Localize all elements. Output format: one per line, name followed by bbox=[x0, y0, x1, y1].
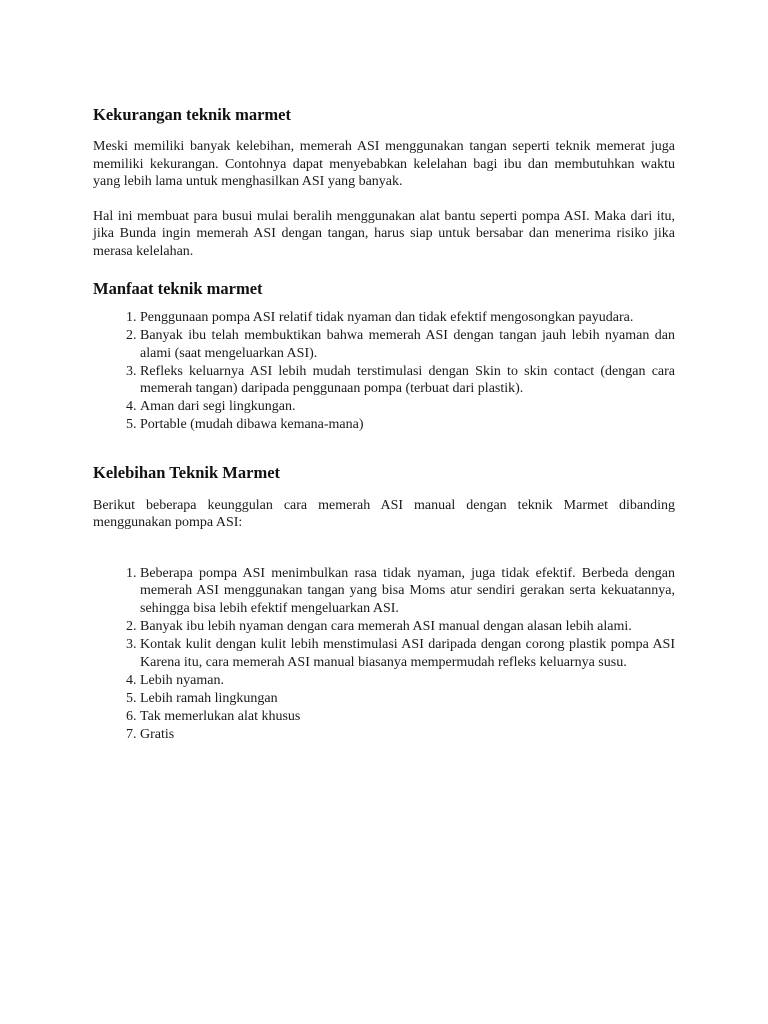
list-item: 1. Penggunaan pompa ASI relatif tidak nyaman dan tidak efektif mengosongkan payudara. bbox=[140, 309, 675, 327]
list-item: 2. Banyak ibu telah membuktikan bahwa memerah ASI dengan tangan jauh lebih nyaman dan alami (saat mengeluarkan ASI). bbox=[140, 327, 675, 362]
list-item: 6. Tak memerlukan alat khusus bbox=[140, 708, 675, 726]
list-item: 5. Lebih ramah lingkungan bbox=[140, 690, 675, 708]
list-item: 1. Beberapa pompa ASI menimbulkan rasa tidak nyaman, juga tidak efektif. Berbeda dengan memerah ASI menggunakan tangan yang bisa Moms atur sendiri gerakan serta kekuatannya, sehingga bisa lebih efektif mengeluarkan ASI. bbox=[140, 565, 675, 618]
list-item: 3. Refleks keluarnya ASI lebih mudah terstimulasi dengan Skin to skin contact (dengan cara memerah tangan) daripada penggunaan pompa (terbuat dari plastik). bbox=[140, 363, 675, 398]
paragraph-kelebihan-intro: Berikut beberapa keunggulan cara memerah ASI manual dengan teknik Marmet dibanding menggunakan pompa ASI: bbox=[93, 497, 675, 531]
list-item: 4. Aman dari segi lingkungan. bbox=[140, 398, 675, 416]
heading-kekurangan: Kekurangan teknik marmet bbox=[93, 105, 291, 124]
list-item: 2. Banyak ibu lebih nyaman dengan cara memerah ASI manual dengan alasan lebih alami. bbox=[140, 618, 675, 636]
list-kelebihan bbox=[93, 565, 675, 744]
paragraph-kekurangan-2: Hal ini membuat para busui mulai beralih menggunakan alat bantu seperti pompa ASI. Maka dari itu, jika Bunda ingin memerah ASI dengan tangan, harus siap untuk bersabar dan menerima risiko jika merasa kelelahan. bbox=[93, 208, 675, 259]
paragraph-kekurangan-1: Meski memiliki banyak kelebihan, memerah ASI menggunakan tangan seperti teknik memerat juga memiliki kekurangan. Contohnya dapat menyebabkan kelelahan bagi ibu dan membutuhkan waktu yang lebih lama untuk menghasilkan ASI yang banyak. bbox=[93, 139, 675, 189]
heading-manfaat: Manfaat teknik marmet bbox=[93, 279, 263, 298]
list-manfaat bbox=[93, 309, 675, 434]
list-item: 4. Lebih nyaman. bbox=[140, 672, 675, 690]
heading-kelebihan: Kelebihan Teknik Marmet bbox=[93, 462, 281, 482]
list-item: 7. Gratis bbox=[140, 726, 675, 744]
document-page bbox=[93, 104, 675, 744]
list-item: 3. Kontak kulit dengan kulit lebih menstimulasi ASI daripada dengan corong plastik pompa ASI Karena itu, cara memerah ASI manual biasanya mempermudah refleks keluarnya susu. bbox=[140, 636, 675, 671]
list-item: 5. Portable (mudah dibawa kemana-mana) bbox=[140, 416, 675, 434]
